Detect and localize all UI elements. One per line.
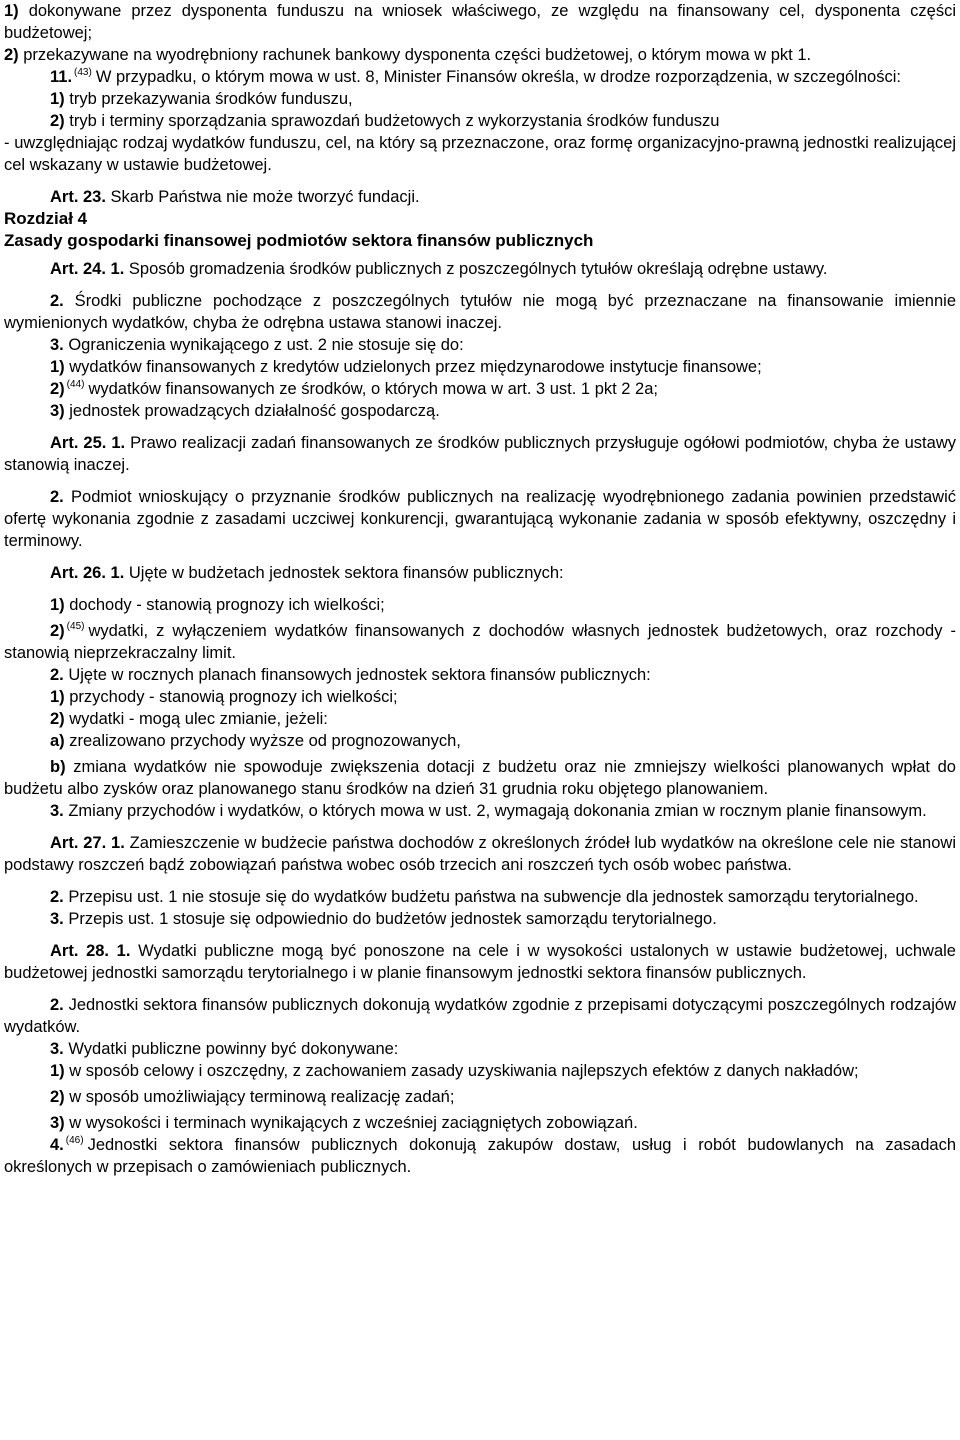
paragraph-text: Wydatki publiczne powinny być dokonywane: bbox=[63, 1040, 399, 1058]
paragraph-number: 2. bbox=[50, 666, 64, 684]
section-heading bbox=[4, 208, 956, 230]
paragraph-number: 3. bbox=[50, 910, 64, 928]
paragraph bbox=[4, 994, 956, 1038]
paragraph-number: 3. bbox=[50, 802, 64, 820]
paragraph-number: 2. bbox=[50, 888, 64, 906]
paragraph-text: - uwzględniając rodzaj wydatków funduszu, cel, na który są przeznaczone, oraz formę organizacyjno-prawną jednostki realizującej cel wskazany w ustawie budżetowej. bbox=[4, 134, 956, 174]
paragraph bbox=[4, 432, 956, 476]
paragraph-number: 4. bbox=[50, 1136, 64, 1154]
paragraph bbox=[4, 800, 956, 822]
paragraph-text: Ujęte w rocznych planach finansowych jednostek sektora finansów publicznych: bbox=[63, 666, 651, 684]
paragraph-number: Art. 23. bbox=[50, 188, 106, 206]
paragraph-text: wydatków finansowanych z kredytów udzielonych przez międzynarodowe instytucje finansowe; bbox=[64, 358, 762, 376]
paragraph bbox=[4, 290, 956, 334]
paragraph-text: Środki publiczne pochodzące z poszczególnych tytułów nie mogą być przeznaczane na finansowanie imiennie wymienionych wydatków, chyba że odrębna ustawa stanowi inaczej. bbox=[4, 292, 956, 332]
section-heading bbox=[4, 230, 956, 252]
paragraph-text: Wydatki publiczne mogą być ponoszone na cele i w wysokości ustalonych w ustawie budżetowej, uchwale budżetowej jednostki samorządu terytorialnego i w planie finansowym jednostki sektora finansów publicznych. bbox=[4, 942, 956, 982]
paragraph-text: zmiana wydatków nie spowoduje zwiększenia dotacji z budżetu oraz nie zmniejszy wielkości planowanych wpłat do budżetu albo zysków oraz planowanego stanu środków na dzień 31 grudnia roku objętego planowaniem. bbox=[4, 758, 956, 798]
paragraph bbox=[4, 258, 956, 280]
paragraph-number: 3. bbox=[50, 336, 64, 354]
paragraph-number: Rozdział 4 bbox=[4, 209, 88, 228]
paragraph-text: W przypadku, o którym mowa w ust. 8, Minister Finansów określa, w drodze rozporządzenia, w szczególności: bbox=[95, 68, 901, 86]
paragraph-text: wydatków finansowanych ze środków, o których mowa w art. 3 ust. 1 pkt 2 2a; bbox=[88, 380, 658, 398]
paragraph-number: 2. bbox=[50, 488, 64, 506]
paragraph bbox=[4, 832, 956, 876]
footnote-marker: (44) bbox=[66, 379, 85, 390]
paragraph bbox=[4, 66, 956, 88]
paragraph-number: Art. 28. 1. bbox=[50, 942, 131, 960]
paragraph bbox=[4, 664, 956, 686]
paragraph bbox=[4, 0, 956, 44]
paragraph bbox=[4, 756, 956, 800]
paragraph-text: w wysokości i terminach wynikających z wcześniej zaciągniętych zobowiązań. bbox=[64, 1114, 638, 1132]
paragraph bbox=[4, 620, 956, 664]
paragraph-number: Art. 25. 1. bbox=[50, 434, 126, 452]
paragraph bbox=[4, 110, 956, 132]
paragraph bbox=[4, 1086, 956, 1108]
paragraph-text: Prawo realizacji zadań finansowanych ze środków publicznych przysługuje ogółowi podmiotów, chyba że ustawy stanowią inaczej. bbox=[4, 434, 956, 474]
paragraph-number: 2. bbox=[50, 996, 64, 1014]
paragraph-number: 3) bbox=[50, 1114, 65, 1132]
paragraph-number: 1) bbox=[50, 358, 65, 376]
paragraph-text: Zamieszczenie w budżecie państwa dochodów z określonych źródeł lub wydatków na określone cele nie stanowi podstawy roszczeń bądź zobowiązań państwa wobec osób trzecich ani roszczeń tych osób wobec państwa. bbox=[4, 834, 956, 874]
paragraph bbox=[4, 594, 956, 616]
paragraph-text: Ograniczenia wynikającego z ust. 2 nie stosuje się do: bbox=[63, 336, 464, 354]
paragraph-text: Przepisu ust. 1 nie stosuje się do wydatków budżetu państwa na subwencje dla jednostek samorządu terytorialnego. bbox=[63, 888, 919, 906]
paragraph-number: 11. bbox=[50, 68, 73, 86]
paragraph-text: Zmiany przychodów i wydatków, o których mowa w ust. 2, wymagają dokonania zmian w rocznym planie finansowym. bbox=[63, 802, 927, 820]
paragraph-number: Art. 24. 1. bbox=[50, 260, 125, 278]
paragraph bbox=[4, 730, 956, 752]
paragraph bbox=[4, 132, 956, 176]
paragraph-text: dokonywane przez dysponenta funduszu na wniosek właściwego, ze względu na finansowany cel, dysponenta części budżetowej; bbox=[4, 2, 956, 42]
paragraph-number: Zasady gospodarki finansowej podmiotów sektora finansów publicznych bbox=[4, 231, 594, 250]
paragraph bbox=[4, 686, 956, 708]
paragraph-number: 2) bbox=[50, 622, 65, 640]
paragraph bbox=[4, 486, 956, 552]
paragraph-text: przekazywane na wyodrębniony rachunek bankowy dysponenta części budżetowej, o którym mowa w pkt 1. bbox=[18, 46, 812, 64]
paragraph bbox=[4, 886, 956, 908]
paragraph bbox=[4, 708, 956, 730]
paragraph bbox=[4, 356, 956, 378]
footnote-marker: (46) bbox=[65, 1135, 84, 1146]
paragraph-number: 3) bbox=[50, 402, 65, 420]
paragraph-number: 2) bbox=[50, 710, 65, 728]
paragraph bbox=[4, 908, 956, 930]
paragraph bbox=[4, 1134, 956, 1178]
paragraph-text: w sposób celowy i oszczędny, z zachowaniem zasady uzyskiwania najlepszych efektów z danych nakładów; bbox=[64, 1062, 859, 1080]
paragraph-number: 2) bbox=[4, 46, 19, 64]
paragraph bbox=[4, 562, 956, 584]
paragraph-text: zrealizowano przychody wyższe od prognozowanych, bbox=[64, 732, 461, 750]
paragraph-text: wydatki, z wyłączeniem wydatków finansowanych z dochodów własnych jednostek budżetowych, oraz rozchody - stanowią nieprzekraczalny limit. bbox=[4, 622, 956, 662]
footnote-marker: (45) bbox=[66, 621, 85, 632]
paragraph-number: 1) bbox=[4, 2, 19, 20]
paragraph bbox=[4, 1038, 956, 1060]
paragraph-text: Sposób gromadzenia środków publicznych z poszczególnych tytułów określają odrębne ustawy. bbox=[124, 260, 828, 278]
paragraph-number: 1) bbox=[50, 688, 65, 706]
paragraph-text: jednostek prowadzących działalność gospodarczą. bbox=[64, 402, 440, 420]
paragraph-number: 1) bbox=[50, 596, 65, 614]
paragraph-text: Jednostki sektora finansów publicznych dokonują wydatków zgodnie z przepisami dotyczącymi poszczególnych rodzajów wydatków. bbox=[4, 996, 956, 1036]
paragraph bbox=[4, 1112, 956, 1134]
paragraph-number: 2) bbox=[50, 1088, 65, 1106]
paragraph bbox=[4, 186, 956, 208]
paragraph bbox=[4, 334, 956, 356]
paragraph-text: Skarb Państwa nie może tworzyć fundacji. bbox=[105, 188, 420, 206]
paragraph-text: Podmiot wnioskujący o przyznanie środków publicznych na realizację wyodrębnionego zadania powinien przedstawić ofertę wykonania zgodnie z zasadami uczciwej konkurencji, gwarantującą wykonanie zadania w sposób efektywny, oszczędny i terminowy. bbox=[4, 488, 956, 550]
paragraph-text: Przepis ust. 1 stosuje się odpowiednio do budżetów jednostek samorządu terytorialnego. bbox=[63, 910, 717, 928]
paragraph bbox=[4, 1060, 956, 1082]
paragraph-number: 1) bbox=[50, 1062, 65, 1080]
paragraph-text: dochody - stanowią prognozy ich wielkości; bbox=[64, 596, 385, 614]
footnote-marker: (43) bbox=[74, 67, 92, 78]
paragraph-text: tryb i terminy sporządzania sprawozdań budżetowych z wykorzystania środków funduszu bbox=[64, 112, 720, 130]
paragraph-text: Jednostki sektora finansów publicznych dokonują zakupów dostaw, usług i robót budowlanych na zasadach określonych w przepisach o zamówieniach publicznych. bbox=[4, 1136, 956, 1176]
paragraph-text: przychody - stanowią prognozy ich wielkości; bbox=[64, 688, 398, 706]
paragraph bbox=[4, 378, 956, 400]
paragraph-number: 2. bbox=[50, 292, 64, 310]
paragraph-number: a) bbox=[50, 732, 65, 750]
paragraph-text: Ujęte w budżetach jednostek sektora finansów publicznych: bbox=[124, 564, 564, 582]
paragraph-text: tryb przekazywania środków funduszu, bbox=[64, 90, 353, 108]
paragraph bbox=[4, 44, 956, 66]
paragraph-number: Art. 26. 1. bbox=[50, 564, 125, 582]
paragraph bbox=[4, 940, 956, 984]
paragraph bbox=[4, 400, 956, 422]
paragraph-number: 2) bbox=[50, 380, 65, 398]
paragraph-number: 1) bbox=[50, 90, 65, 108]
paragraph-number: 2) bbox=[50, 112, 65, 130]
paragraph-number: 3. bbox=[50, 1040, 64, 1058]
paragraph-number: Art. 27. 1. bbox=[50, 834, 125, 852]
paragraph-text: w sposób umożliwiający terminową realizację zadań; bbox=[64, 1088, 455, 1106]
paragraph-text: wydatki - mogą ulec zmianie, jeżeli: bbox=[64, 710, 328, 728]
paragraph bbox=[4, 88, 956, 110]
paragraph-number: b) bbox=[50, 758, 66, 776]
